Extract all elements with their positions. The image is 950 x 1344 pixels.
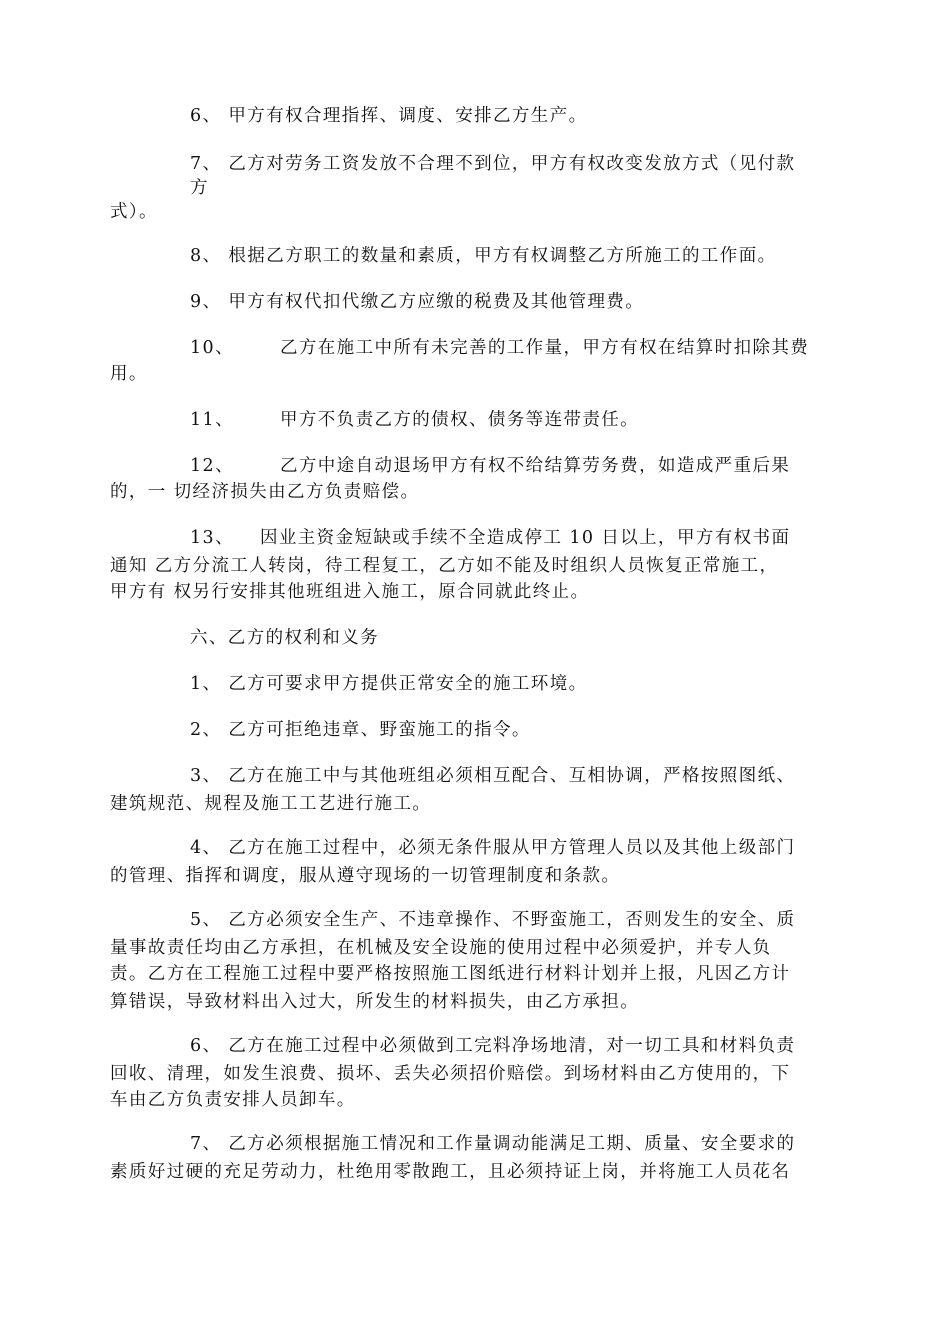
clause-text: 因业主资金短缺或手续不全造成停工 10 日以上，甲方有权书面 bbox=[259, 528, 791, 548]
clause-text: 回收、清理，如发生浪费、损坏、丢失必须招价赔偿。到场材料由乙方使用的，下 bbox=[110, 1064, 791, 1084]
clause-text: 车由乙方负责安排人员卸车。 bbox=[110, 1090, 356, 1110]
clause-text: 责。乙方在工程施工过程中要严格按照施工图纸进行材料计划并上报，凡因乙方计 bbox=[110, 964, 791, 984]
clause-line bbox=[190, 454, 790, 478]
clause-text: 的管理、指挥和调度，服从遵守现场的一切管理制度和条款。 bbox=[110, 866, 621, 886]
clause-text: 方 bbox=[190, 178, 209, 198]
section-heading: 六、乙方的权利和义务 bbox=[190, 628, 379, 648]
clause-number: 10、 bbox=[190, 338, 234, 358]
clause-text: 6、 甲方有权合理指挥、调度、安排乙方生产。 bbox=[190, 106, 588, 126]
clause-text: 2、 乙方可拒绝违章、野蛮施工的指令。 bbox=[190, 720, 531, 740]
clause-number: 13、 bbox=[190, 528, 234, 548]
clause-text: 量事故责任均由乙方承担，在机械及安全设施的使用过程中必须爱护，并专人负 bbox=[110, 938, 772, 958]
clause-text: 用。 bbox=[110, 364, 148, 384]
clause-text: 4、 乙方在施工过程中，必须无条件服从甲方管理人员以及其他上级部门 bbox=[190, 838, 796, 858]
clause-text: 8、 根据乙方职工的数量和素质，甲方有权调整乙方所施工的工作面。 bbox=[190, 246, 777, 266]
clause-text: 乙方中途自动退场甲方有权不给结算劳务费，如造成严重后果 bbox=[279, 456, 791, 476]
clause-number: 12、 bbox=[190, 456, 234, 476]
clause-text: 9、 甲方有权代扣代缴乙方应缴的税费及其他管理费。 bbox=[190, 292, 645, 312]
clause-text: 1、 乙方可要求甲方提供正常安全的施工环境。 bbox=[190, 674, 588, 694]
clause-text: 算错误，导致材料出入过大，所发生的材料损失，由乙方承担。 bbox=[110, 992, 640, 1012]
clause-text: 乙方在施工中所有未完善的工作量，甲方有权在结算时扣除其费 bbox=[279, 338, 810, 358]
clause-text: 建筑规范、规程及施工工艺进行施工。 bbox=[110, 794, 432, 814]
clause-text: 6、 乙方在施工过程中必须做到工完料净场地清，对一切工具和材料负责 bbox=[190, 1036, 796, 1056]
clause-line bbox=[190, 408, 639, 432]
clause-text: 5、 乙方必须安全生产、不违章操作、不野蛮施工，否则发生的安全、质 bbox=[190, 910, 796, 930]
clause-text: 3、 乙方在施工中与其他班组必须相互配合、互相协调，严格按照图纸、 bbox=[190, 766, 796, 786]
clause-line bbox=[190, 526, 790, 550]
clause-text: 素质好过硬的充足劳动力，杜绝用零散跑工，且必须持证上岗，并将施工人员花名 bbox=[110, 1162, 791, 1182]
clause-text: 7、 乙方对劳务工资发放不合理不到位，甲方有权改变发放方式（见付款 bbox=[190, 154, 796, 174]
clause-text: 甲方不负责乙方的债权、债务等连带责任。 bbox=[279, 410, 640, 430]
clause-line bbox=[190, 336, 809, 360]
clause-number: 11、 bbox=[190, 410, 234, 430]
clause-text: 通知 乙方分流工人转岗，待工程复工，乙方如不能及时组织人员恢复正常施工， bbox=[110, 556, 779, 576]
clause-text: 式）。 bbox=[110, 202, 158, 222]
clause-text: 甲方有 权另行安排其他班组进入施工，原合同就此终止。 bbox=[110, 582, 590, 602]
clause-text: 的，一 切经济损失由乙方负责赔偿。 bbox=[110, 482, 420, 502]
clause-text: 7、 乙方必须根据施工情况和工作量调动能满足工期、质量、安全要求的 bbox=[190, 1134, 796, 1154]
